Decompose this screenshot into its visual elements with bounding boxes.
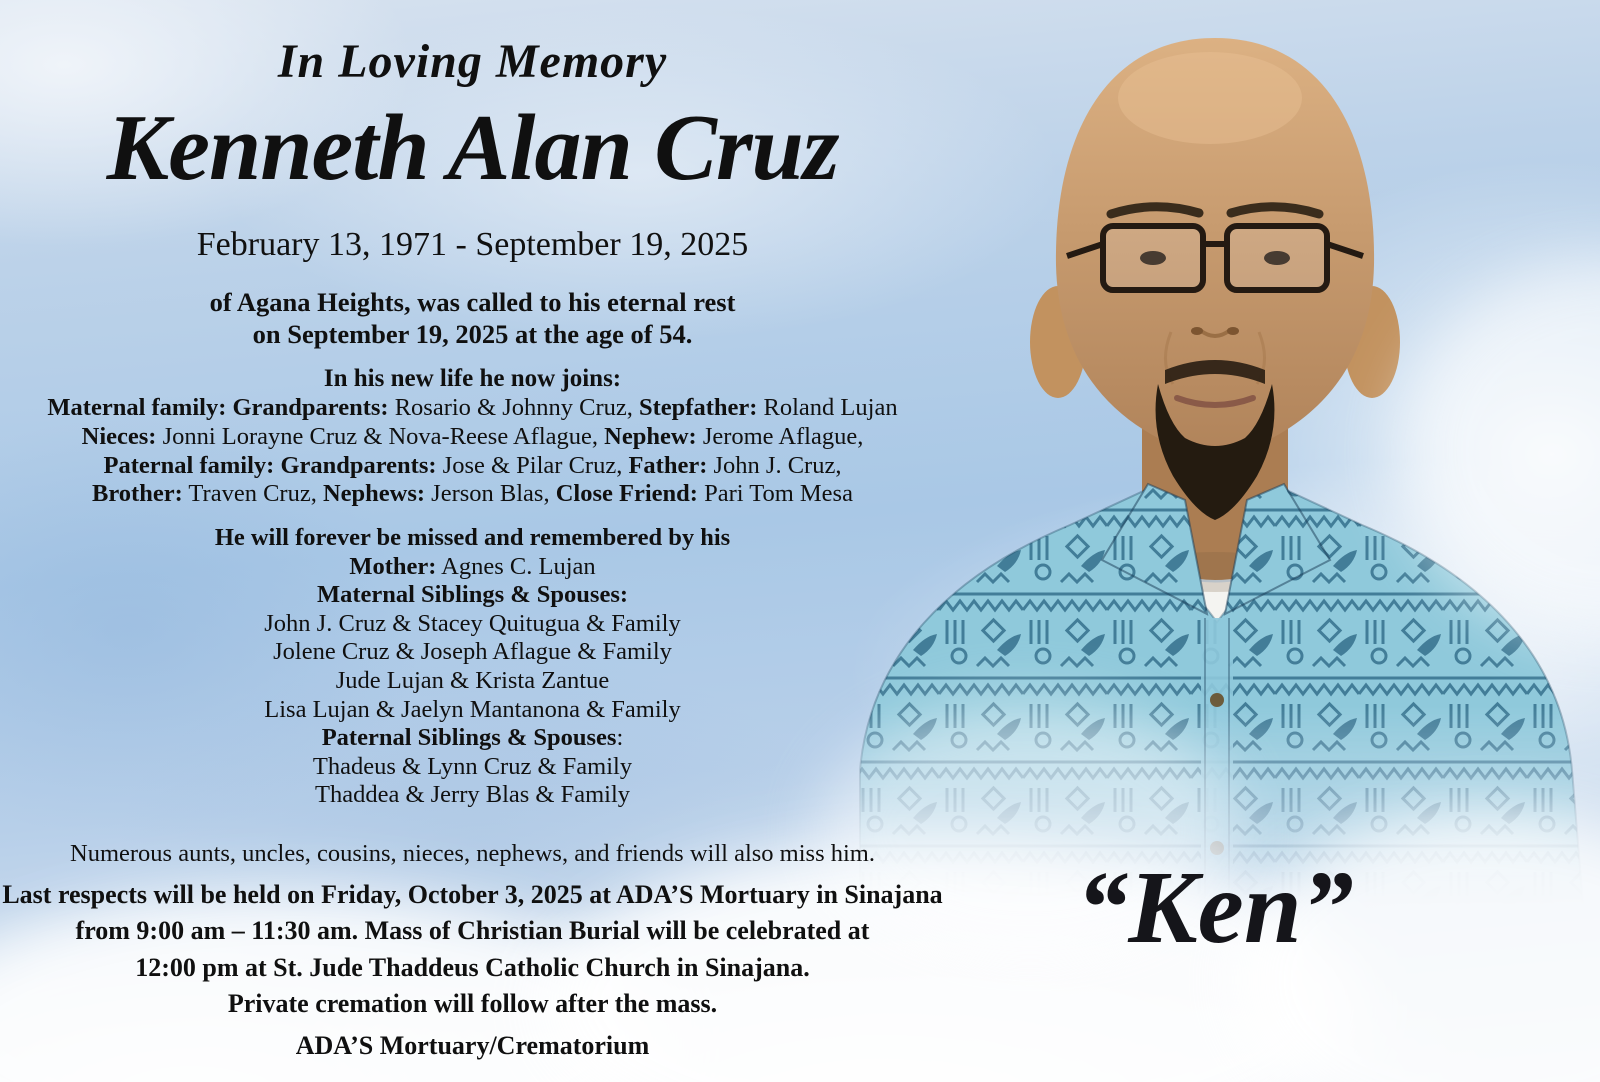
label-text: Jonni Lorayne Cruz & Nova-Reese Aflague, [156,422,605,450]
text-line: from 9:00 am – 11:30 am. Mass of Christian Burial will be celebrated at [75,916,870,946]
text-line [0,524,945,553]
label-bold: Close Friend: [555,480,698,508]
label-bold: Nieces: [81,422,157,450]
text-line: Last respects will be held on Friday, October 3, 2025 at ADA’S Mortuary in Sinajana [2,880,943,909]
label-text: John J. Cruz & Stacey Quitugua & Family [264,609,681,637]
label-text: Roland Lujan [757,394,898,421]
nickname: “Ken” [1076,850,1354,965]
intro-paragraph [0,286,945,351]
remembered-by-list [0,524,945,810]
deceased-name: Kenneth Alan Cruz [106,96,839,200]
label-text: John J. Cruz, [707,451,842,479]
label-text: Agnes C. Lujan [436,552,596,580]
text-line [0,667,945,696]
text-line [0,480,945,509]
text-line [0,696,945,725]
text-line [0,423,945,452]
text-line [0,394,945,423]
label-text: Rosario & Johnny Cruz, [388,394,640,421]
label-bold: Maternal Siblings & Spouses: [316,581,629,609]
text-line [0,581,945,610]
label-text: Jose & Pilar Cruz, [436,451,629,479]
mortuary-name: ADA’S Mortuary/Crematorium [295,1031,650,1060]
label-text: Jerson Blas, [425,480,556,508]
label-text: : [616,724,624,752]
label-bold: Paternal family: Grandparents: [103,451,437,479]
life-dates: February 13, 1971 - September 19, 2025 [196,226,749,263]
label-text: Thadeus & Lynn Cruz & Family [312,752,633,780]
label-text: Pari Tom Mesa [697,480,853,508]
text-line [0,781,945,810]
text-line [0,753,945,782]
joins-heading: In his new life he now joins: [323,365,622,392]
label-bold: Father: [628,451,708,479]
intro-line: on September 19, 2025 at the age of 54. [252,319,693,350]
label-text: Traven Cruz, [182,480,323,508]
text-line [0,724,945,753]
service-details [0,877,945,1023]
text-line: Private cremation will follow after the mass. [227,989,718,1019]
label-text: Jerome Aflague, [696,422,864,450]
head-highlight [1118,52,1302,144]
header-title: In Loving Memory [277,35,668,88]
text-line [0,553,945,582]
text-line [0,638,945,667]
label-bold: Mother: [349,552,437,580]
label-bold: He will forever be missed and remembered by his [214,524,731,551]
label-bold: Brother: [92,480,183,508]
label-text: Lisa Lujan & Jaelyn Mantanona & Family [264,695,681,723]
text-line: 12:00 pm at St. Jude Thaddeus Catholic Church in Sinajana. [135,952,810,982]
family-joins-list [0,394,945,509]
label-text: Jude Lujan & Krista Zantue [335,666,610,694]
text-line [0,452,945,481]
button [1210,693,1224,707]
label-bold: Stepfather: [639,394,758,421]
label-bold: Nephews: [322,480,426,508]
text-line [0,610,945,639]
label-text: Thaddea & Jerry Blas & Family [314,781,631,809]
label-bold: Maternal family: Grandparents: [47,394,389,421]
label-bold: Nephew: [604,422,697,450]
label-bold: Paternal Siblings & Spouses [321,724,617,752]
intro-line: of Agana Heights, was called to his eternal rest [209,287,736,317]
label-text: Jolene Cruz & Joseph Aflague & Family [273,638,672,666]
closing-line: Numerous aunts, uncles, cousins, nieces, nephews, and friends will also miss him. [70,840,875,867]
